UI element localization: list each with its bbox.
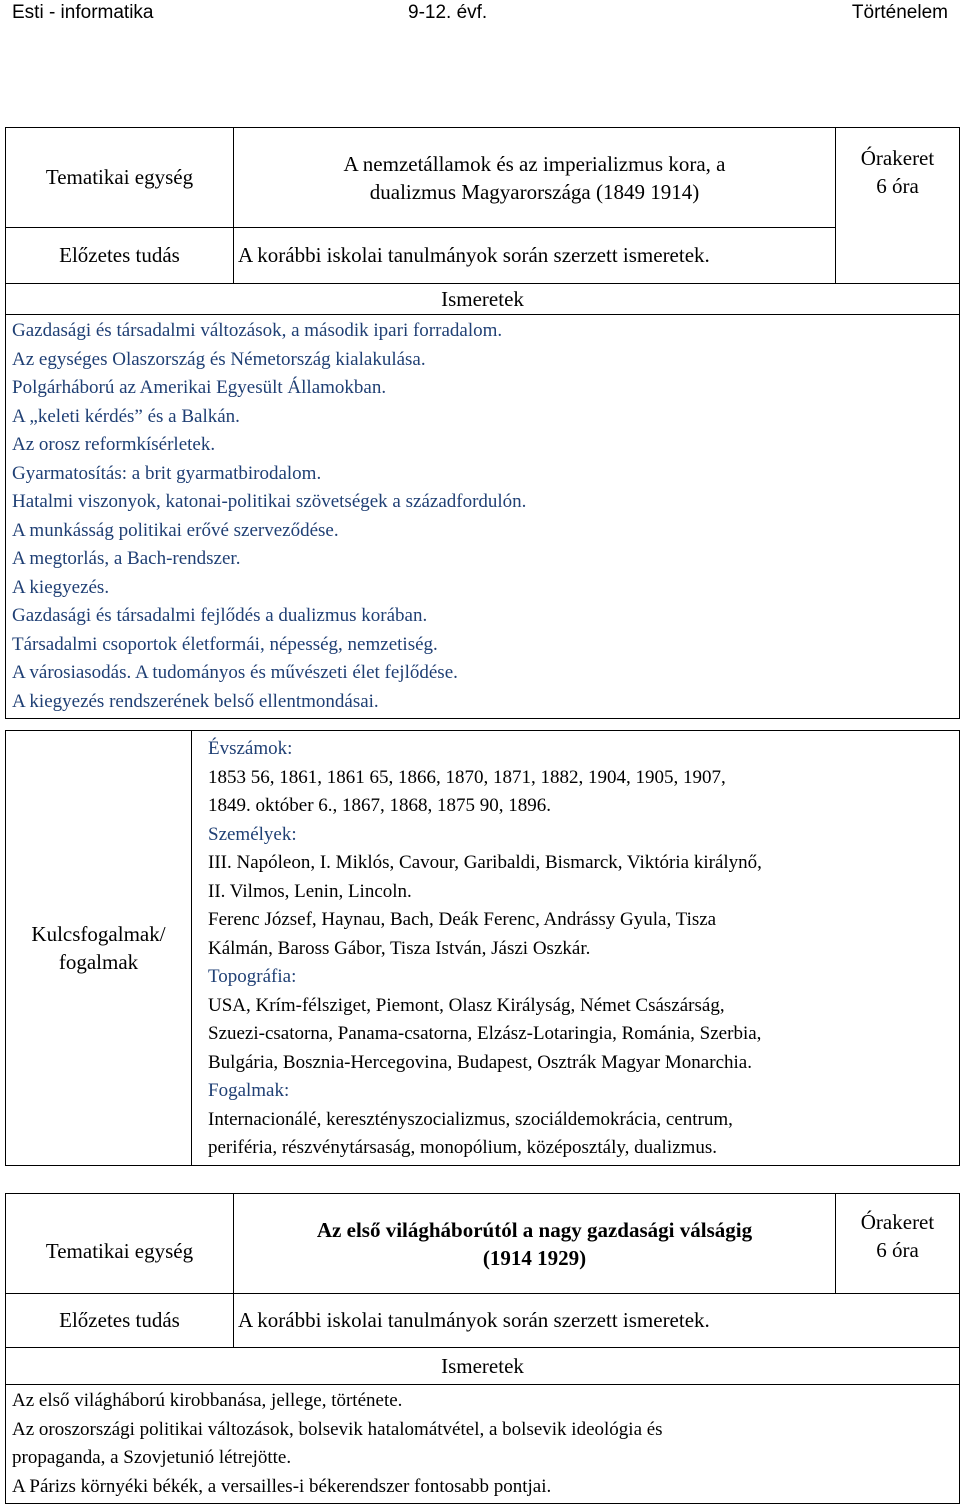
keyword-line: Szuezi-csatorna, Panama-csatorna, Elzász-Lotaringia, Románia, Szerbia, xyxy=(208,1023,762,1044)
unit1-hours-label: Órakeret xyxy=(860,146,935,170)
list-item: Az orosz reformkísérletek. xyxy=(12,434,216,455)
unit1-prior-label: Előzetes tudás xyxy=(6,228,234,284)
unit2-prior-text: A korábbi iskolai tanulmányok során szerzett ismeretek. xyxy=(234,1294,960,1348)
list-item: A megtorlás, a Bach-rendszer. xyxy=(12,548,241,569)
unit2-hours-label: Órakeret xyxy=(860,1210,935,1234)
unit2-knowledge-heading: Ismeretek xyxy=(6,1348,960,1385)
unit2-theme-label: Tematikai egység xyxy=(6,1194,234,1294)
header-grade: 9-12. évf. xyxy=(408,2,488,23)
keyword-line: periféria, részvénytársaság, monopólium, középosztály, dualizmus. xyxy=(208,1137,717,1158)
unit1-title: A nemzetállamok és az imperializmus kora, a dualizmus Magyarországa (1849 1914) xyxy=(234,128,836,228)
keyword-line: Kálmán, Baross Gábor, Tisza István, Jászi Oszkár. xyxy=(208,937,591,959)
list-item: Gyarmatosítás: a brit gyarmatbirodalom. xyxy=(12,462,322,484)
unit2-title: Az első világháborútól a nagy gazdasági válságig (1914 1929) xyxy=(234,1194,836,1294)
unit2-hours-value: 6 óra xyxy=(876,1238,919,1262)
unit1-keywords-content xyxy=(192,731,960,1166)
unit1-prior-text: A korábbi iskolai tanulmányok során szerzett ismeretek. xyxy=(234,228,836,284)
header-subject: Történelem xyxy=(851,2,948,23)
unit2-table xyxy=(5,1193,960,1504)
list-item: A munkásság politikai erővé szerveződése. xyxy=(12,519,339,541)
list-item: Az oroszországi politikai változások, bolsevik hatalomátvétel, a bolsevik ideológia és xyxy=(12,1418,663,1440)
list-item: Az egységes Olaszország és Németország kialakulása. xyxy=(12,348,426,370)
list-item: Gazdasági és társadalmi változások, a második ipari forradalom. xyxy=(12,320,503,341)
keyword-line: USA, Krím-félsziget, Piemont, Olasz Királyság, Német Császárság, xyxy=(208,994,725,1016)
keyword-line: III. Napóleon, I. Miklós, Cavour, Garibaldi, Bismarck, Viktória királynő, xyxy=(208,852,762,873)
keyword-heading-topography: Topográfia: xyxy=(208,966,297,987)
keyword-heading-persons: Személyek: xyxy=(208,823,297,845)
keyword-heading-concepts: Fogalmak: xyxy=(208,1080,290,1101)
list-item: A „keleti kérdés” és a Balkán. xyxy=(12,405,240,427)
keyword-line: 1853 56, 1861, 1861 65, 1866, 1870, 1871, 1882, 1904, 1905, 1907, xyxy=(208,766,726,788)
list-item: Az első világháború kirobbanása, jellege, története. xyxy=(12,1390,403,1411)
list-item: A városiasodás. A tudományos és művészeti élet fejlődése. xyxy=(12,662,458,683)
list-item: A Párizs környéki békék, a versailles-i békerendszer fontosabb pontjai. xyxy=(12,1475,552,1497)
list-item: propaganda, a Szovjetunió létrejötte. xyxy=(12,1447,292,1468)
unit1-hours xyxy=(836,128,960,284)
list-item: Hatalmi viszonyok, katonai-politikai szövetségek a századfordulón. xyxy=(12,491,527,512)
keyword-line: Internacionálé, keresztényszocializmus, szociáldemokrácia, centrum, xyxy=(208,1108,733,1130)
unit2-prior-label: Előzetes tudás xyxy=(6,1294,234,1348)
unit1-keywords-table xyxy=(5,730,960,1166)
keyword-line: Bulgária, Bosznia-Hercegovina, Budapest, Osztrák Magyar Monarchia. xyxy=(208,1051,752,1073)
list-item: A kiegyezés rendszerének belső ellentmondásai. xyxy=(12,690,379,712)
unit1-knowledge-heading: Ismeretek xyxy=(6,284,960,315)
list-item: Társadalmi csoportok életformái, népesség, nemzetiség. xyxy=(12,633,438,655)
unit1-table xyxy=(5,127,960,719)
keyword-heading-years: Évszámok: xyxy=(208,738,293,759)
keyword-line: Ferenc József, Haynau, Bach, Deák Ferenc, Andrássy Gyula, Tisza xyxy=(208,909,717,930)
keyword-line: 1849. október 6., 1867, 1868, 1875 90, 1896. xyxy=(208,795,552,816)
list-item: Gazdasági és társadalmi fejlődés a dualizmus korában. xyxy=(12,605,428,626)
unit1-theme-label: Tematikai egység xyxy=(6,128,234,228)
unit1-keywords-label: Kulcsfogalmak/ fogalmak xyxy=(6,731,192,1166)
unit1-knowledge-list xyxy=(6,315,960,719)
keyword-line: II. Vilmos, Lenin, Lincoln. xyxy=(208,880,412,902)
list-item: A kiegyezés. xyxy=(12,576,110,598)
list-item: Polgárháború az Amerikai Egyesült Államokban. xyxy=(12,377,387,398)
unit2-knowledge-list xyxy=(6,1385,960,1504)
page-header xyxy=(0,0,960,32)
unit2-hours xyxy=(836,1194,960,1294)
header-course: Esti - informatika xyxy=(12,2,154,23)
unit1-hours-value: 6 óra xyxy=(876,174,919,198)
